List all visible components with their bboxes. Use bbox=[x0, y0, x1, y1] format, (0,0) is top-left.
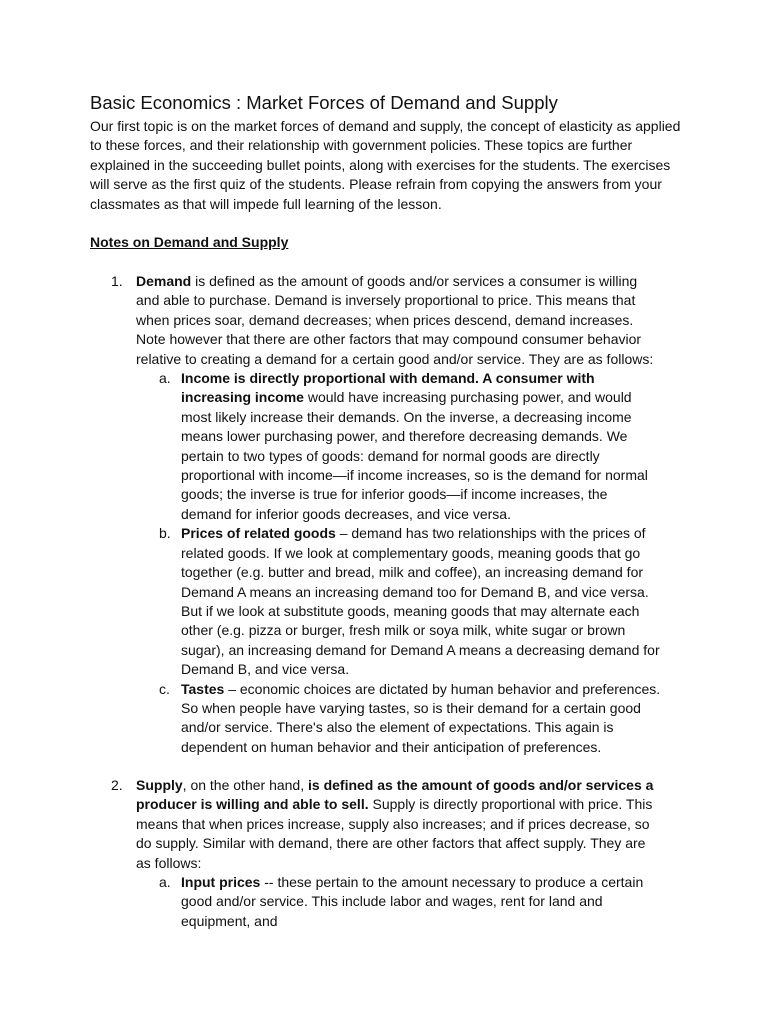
list-item-demand bbox=[90, 272, 700, 757]
sub-item-tastes bbox=[159, 680, 661, 758]
supply-text-b: Supply is directly proportional with price. This means that when prices increase, supply also increases; and if prices decrease, so do supply. Similar with demand, there are other factors that affect supply. They are as follows: bbox=[136, 796, 653, 871]
supply-text-a: , on the other hand, bbox=[182, 777, 308, 793]
sub-item-lead: Input prices bbox=[181, 874, 261, 891]
sub-item-input-prices bbox=[159, 873, 661, 931]
sub-letter: a. bbox=[159, 370, 171, 387]
sub-item-lead: Tastes bbox=[181, 680, 225, 697]
supply-factors-list bbox=[90, 873, 700, 931]
sub-letter: a. bbox=[159, 874, 171, 891]
list-number: 2. bbox=[111, 777, 123, 793]
page-title: Basic Economics : Market Forces of Demand and Supply bbox=[90, 92, 558, 113]
supply-paragraph bbox=[136, 776, 656, 873]
demand-paragraph bbox=[136, 272, 656, 369]
supply-definition: is defined as the amount of goods and/or services a producer is willing and able to sell. bbox=[136, 777, 654, 813]
supply-term: Supply bbox=[136, 777, 183, 793]
sub-item-text: – economic choices are dictated by human behavior and preferences. So when people have varying tastes, so is their demand for a certain good and/or service. There's also the element of expectations. This again is dependent on human behavior and their anticipation of preferences. bbox=[181, 680, 661, 755]
sub-letter: c. bbox=[159, 680, 170, 697]
sub-letter: b. bbox=[159, 525, 171, 542]
list-item-supply bbox=[90, 776, 700, 931]
sub-item-lead: Income is directly proportional with demand. A consumer with increasing income bbox=[181, 370, 595, 406]
demand-term: Demand bbox=[136, 273, 192, 289]
sub-item-text: – demand has two relationships with the prices of related goods. If we look at complementary goods, meaning goods that go together (e.g. butter and bread, milk and coffee), an increasing demand for Demand A means an increasing demand too for Demand B, and vice versa. But if we look at substitute goods, meaning goods that may alternate each other (e.g. pizza or burger, fresh milk or soya milk, white sugar or brown sugar), an increasing demand for Demand A means a decreasing demand for Demand B, and vice versa. bbox=[181, 525, 660, 678]
demand-factors-list bbox=[90, 369, 700, 757]
sub-item-lead: Prices of related goods bbox=[181, 525, 336, 542]
sub-item-text: -- these pertain to the amount necessary to produce a certain good and/or service. This include labor and wages, rent for land and equipment, and bbox=[181, 874, 644, 929]
list-number: 1. bbox=[111, 273, 123, 289]
notes-heading: Notes on Demand and Supply bbox=[90, 234, 289, 250]
sub-item-text: would have increasing purchasing power, and would most likely increase their demands. On the inverse, a decreasing income means lower purchasing power, and therefore decreasing demands. We pertain to two types of goods: demand for normal goods are directly proportional with income—if income increases, so is the demand for normal goods; the inverse is true for inferior goods—if income increases, the demand for inferior goods decreases, and vice versa. bbox=[181, 389, 648, 522]
intro-paragraph: Our first topic is on the market forces of demand and supply, the concept of elasticity as applied to these forces, and their relationship with government policies. These topics are further explained in the succeeding bullet points, along with exercises for the students. The exercises will serve as the first quiz of the students. Please refrain from copying the answers from your classmates as that will impede full learning of the lesson. bbox=[90, 118, 681, 212]
sub-item-related-goods bbox=[159, 524, 661, 679]
demand-definition: is defined as the amount of goods and/or services a consumer is willing and able to purchase. Demand is inversely proportional to price. This means that when prices soar, demand decreases; when prices descend, demand increases. Note however that there are other factors that may compound consumer behavior relative to creating a demand for a certain good and/or service. They are as follows: bbox=[136, 273, 654, 367]
sub-item-income bbox=[159, 369, 661, 524]
